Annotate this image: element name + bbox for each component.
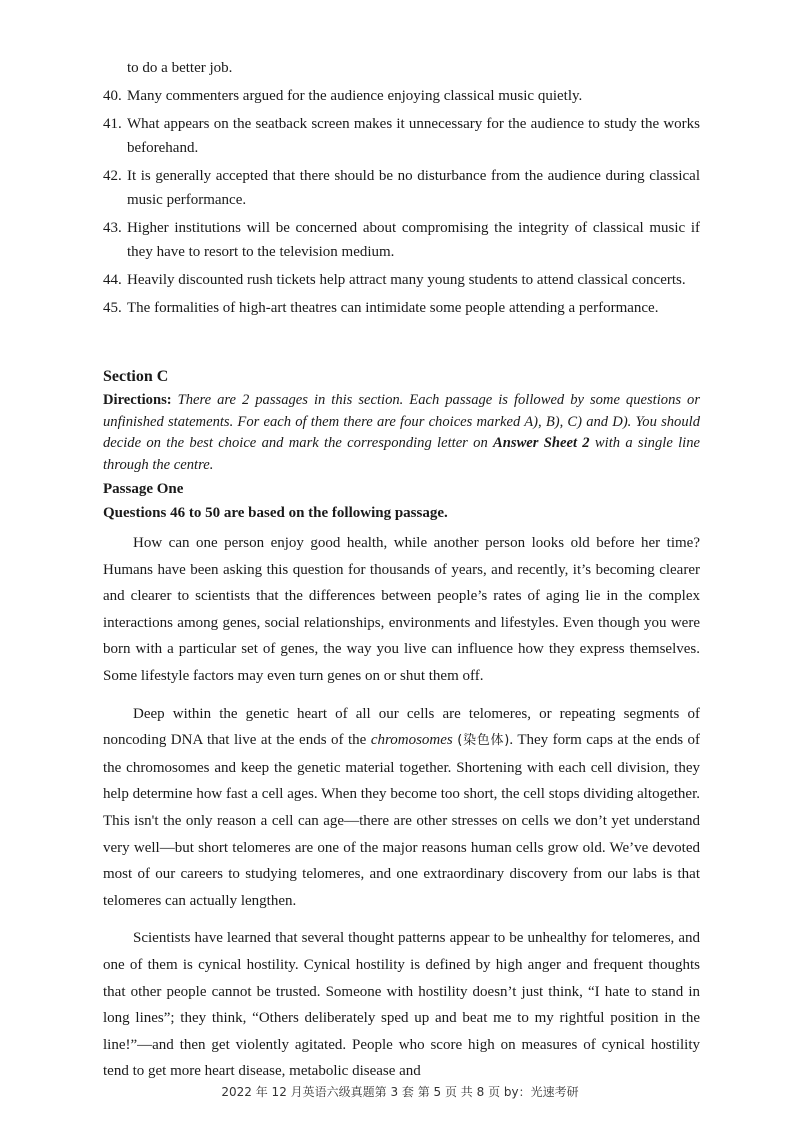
- passage-body: [103, 530, 700, 1096]
- question-text: The formalities of high-art theatres can intimidate some people attending a performance.: [127, 300, 659, 316]
- question-text: It is generally accepted that there should be no disturbance from the audience during classical music performance.: [127, 168, 700, 208]
- directions-text: There are 2 passages in this section. Each passage is followed by some questions or unfinished statements. For each of them there are four choices marked A), B), C) and D). You should decide on the best choice and mark the corresponding letter on: [103, 392, 700, 451]
- question-item: [103, 296, 700, 320]
- question-number: 40.: [103, 88, 122, 104]
- passage-paragraph-2: [103, 701, 700, 915]
- answer-sheet-ref: Answer Sheet 2: [493, 435, 590, 451]
- question-number: 44.: [103, 272, 122, 288]
- passage-title: Passage One: [103, 481, 184, 497]
- question-item: [103, 216, 700, 264]
- directions-label: Directions:: [103, 392, 172, 408]
- question-item: [103, 268, 700, 292]
- question-number: 41.: [103, 116, 122, 132]
- question-item: [103, 112, 700, 160]
- question-number: 45.: [103, 300, 122, 316]
- question-text: Heavily discounted rush tickets help attract many young students to attend classical concerts.: [127, 272, 686, 288]
- question-text: Higher institutions will be concerned about compromising the integrity of classical music if they have to resort to the television medium.: [127, 220, 700, 260]
- chinese-gloss: (染色体): [457, 733, 510, 749]
- question-item: [103, 164, 700, 212]
- question-item: [103, 84, 700, 108]
- paragraph-text: . They form caps at the ends of the chromosomes and keep the genetic material together. Shortening with each cell division, they help determine how fast a cell ages. When they become too short, the cell stops dividing altogether. This isn't the only reason a cell can age—there are other stresses on cells we don’t yet understand very well—but short telomeres are one of the major reasons human cells grow old. We’ve devoted most of our careers to studying telomeres, and one extraordinary discovery from our labs is that telomeres can actually lengthen.: [103, 732, 701, 909]
- question-range: Questions 46 to 50 are based on the following passage.: [103, 505, 448, 521]
- italic-term: chromosomes: [370, 732, 453, 749]
- paragraph-text: Deep within the genetic heart of all our cells are telomeres, or repeating segments of noncoding DNA that live at the ends of the: [103, 705, 700, 749]
- section-title: Section C: [103, 368, 169, 385]
- continued-line: to do a better job.: [127, 60, 233, 76]
- directions: [103, 390, 700, 476]
- question-text: Many commenters argued for the audience enjoying classical music quietly.: [127, 88, 583, 104]
- directions-text-end: with a single line through the centre.: [103, 435, 700, 473]
- section-c: [103, 366, 700, 525]
- passage-paragraph-1: How can one person enjoy good health, while another person looks old before her time? Humans have been asking this question for thousands of years, and recently, it’s becoming clearer and clearer to scientists that the differences between people’s rates of aging lie in the complex interactions among genes, social relationships, environments and lifestyles. Even though you were born with a particular set of genes, the way you live can influence how they express themselves. Some lifestyle factors may even turn genes on or shut them off.: [103, 535, 700, 684]
- question-number: 42.: [103, 168, 122, 184]
- question-text: What appears on the seatback screen makes it unnecessary for the audience to study the works beforehand.: [127, 116, 700, 156]
- question-number: 43.: [103, 220, 122, 236]
- passage-paragraph-3: Scientists have learned that several thought patterns appear to be unhealthy for telomeres, and one of them is cynical hostility. Cynical hostility is defined by high anger and frequent thoughts that other people cannot be trusted. Someone with hostility doesn’t just think, “I hate to stand in long lines”; they think, “Others deliberately sped up and beat me to my rightful position in the line!”—and then get violently agitated. People who score high on measures of cynical hostility tend to get more heart disease, metabolic disease and: [103, 930, 700, 1080]
- page-footer: 2022 年 12 月英语六级真题第 3 套 第 5 页 共 8 页 by：光速考研: [221, 1085, 579, 1099]
- question-list: [103, 56, 700, 324]
